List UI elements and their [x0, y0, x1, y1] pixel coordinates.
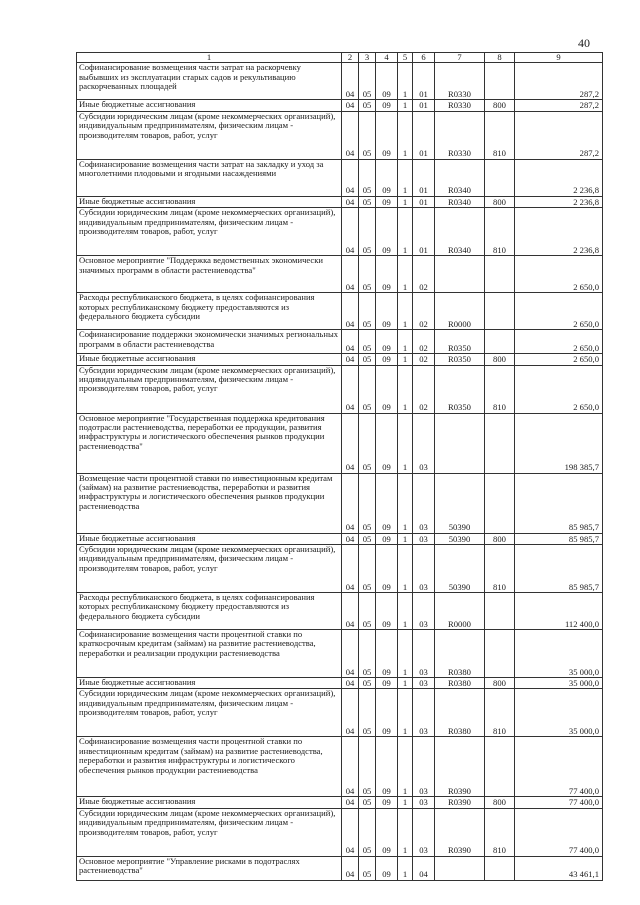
cell-subprogram: 1 [398, 678, 413, 689]
cell-section: 04 [342, 365, 359, 413]
cell-event: 02 [413, 365, 435, 413]
cell-program: 09 [376, 856, 398, 880]
cell-name: Субсидии юридическим лицам (кроме некоммерческих организаций), индивидуальным предпринимателям, физическим лицам - производителям товаров, работ, услуг [77, 365, 342, 413]
cell-expense-type [485, 856, 515, 880]
cell-section: 04 [342, 473, 359, 533]
cell-amount: 2 650,0 [515, 365, 603, 413]
cell-subprogram: 1 [398, 256, 413, 293]
cell-subsection: 05 [359, 354, 376, 365]
cell-subsection: 05 [359, 256, 376, 293]
cell-program: 09 [376, 808, 398, 856]
cell-subsection: 05 [359, 208, 376, 256]
cell-expense-type: 810 [485, 208, 515, 256]
cell-section: 04 [342, 159, 359, 196]
cell-amount: 85 985,7 [515, 533, 603, 544]
cell-target-code: R0330 [435, 100, 485, 111]
cell-target-code [435, 856, 485, 880]
cell-subprogram: 1 [398, 100, 413, 111]
cell-subsection: 05 [359, 737, 376, 797]
cell-target-code: R0340 [435, 196, 485, 207]
cell-subprogram: 1 [398, 413, 413, 473]
cell-event: 03 [413, 678, 435, 689]
cell-section: 04 [342, 808, 359, 856]
cell-expense-type: 800 [485, 100, 515, 111]
cell-subprogram: 1 [398, 808, 413, 856]
cell-program: 09 [376, 354, 398, 365]
cell-name: Расходы республиканского бюджета, в целях софинансирования которых республиканскому бюджету предоставляются из федерального бюджета субсидии [77, 293, 342, 330]
cell-name: Субсидии юридическим лицам (кроме некоммерческих организаций), индивидуальным предпринимателям, физическим лицам - производителям товаров, работ, услуг [77, 689, 342, 737]
table-row [77, 100, 603, 111]
cell-expense-type: 810 [485, 808, 515, 856]
cell-program: 09 [376, 473, 398, 533]
cell-expense-type [485, 413, 515, 473]
cell-section: 04 [342, 256, 359, 293]
cell-program: 09 [376, 593, 398, 630]
cell-name: Софинансирование возмещения части затрат на раскорчевку выбывших из эксплуатации старых садов и рекультивацию раскорчеванных площадей [77, 63, 342, 100]
cell-subsection: 05 [359, 111, 376, 159]
cell-amount: 85 985,7 [515, 473, 603, 533]
table-row [77, 856, 603, 880]
header-cell: 8 [485, 53, 515, 63]
cell-amount: 35 000,0 [515, 630, 603, 678]
cell-expense-type: 800 [485, 354, 515, 365]
header-cell: 5 [398, 53, 413, 63]
header-row [77, 53, 603, 63]
cell-section: 04 [342, 293, 359, 330]
cell-section: 04 [342, 354, 359, 365]
cell-name: Возмещение части процентной ставки по инвестиционным кредитам (займам) на развитие растениеводства, переработки и развития инфраструктуры и логистического обеспечения рынков продукции растениеводства [77, 473, 342, 533]
cell-program: 09 [376, 111, 398, 159]
header-cell: 6 [413, 53, 435, 63]
table-row [77, 293, 603, 330]
cell-subsection: 05 [359, 630, 376, 678]
cell-target-code: R0390 [435, 737, 485, 797]
cell-amount: 2 650,0 [515, 330, 603, 354]
cell-subsection: 05 [359, 533, 376, 544]
table-row [77, 196, 603, 207]
cell-amount: 77 400,0 [515, 797, 603, 808]
cell-amount: 2 236,8 [515, 196, 603, 207]
cell-program: 09 [376, 365, 398, 413]
cell-expense-type: 810 [485, 689, 515, 737]
header-cell: 7 [435, 53, 485, 63]
cell-subsection: 05 [359, 293, 376, 330]
cell-target-code: R0380 [435, 678, 485, 689]
cell-subprogram: 1 [398, 196, 413, 207]
cell-target-code: 50390 [435, 545, 485, 593]
header-cell: 2 [342, 53, 359, 63]
cell-amount: 2 650,0 [515, 256, 603, 293]
cell-name: Иные бюджетные ассигнования [77, 533, 342, 544]
cell-subprogram: 1 [398, 208, 413, 256]
cell-amount: 2 236,8 [515, 159, 603, 196]
cell-target-code [435, 256, 485, 293]
cell-program: 09 [376, 293, 398, 330]
table-row [77, 159, 603, 196]
cell-event: 03 [413, 630, 435, 678]
cell-expense-type: 800 [485, 678, 515, 689]
cell-subsection: 05 [359, 63, 376, 100]
cell-subprogram: 1 [398, 111, 413, 159]
cell-section: 04 [342, 545, 359, 593]
cell-program: 09 [376, 737, 398, 797]
cell-target-code: 50390 [435, 533, 485, 544]
cell-event: 03 [413, 533, 435, 544]
cell-amount: 35 000,0 [515, 678, 603, 689]
table-row [77, 365, 603, 413]
cell-name: Субсидии юридическим лицам (кроме некоммерческих организаций), индивидуальным предпринимателям, физическим лицам - производителям товаров, работ, услуг [77, 111, 342, 159]
cell-subsection: 05 [359, 365, 376, 413]
cell-subprogram: 1 [398, 473, 413, 533]
cell-target-code: R0000 [435, 293, 485, 330]
cell-subprogram: 1 [398, 856, 413, 880]
cell-expense-type [485, 630, 515, 678]
table-row [77, 330, 603, 354]
table-body [77, 53, 603, 881]
cell-event: 03 [413, 808, 435, 856]
cell-amount: 85 985,7 [515, 545, 603, 593]
table-row [77, 413, 603, 473]
cell-event: 03 [413, 413, 435, 473]
cell-expense-type [485, 256, 515, 293]
cell-expense-type: 810 [485, 545, 515, 593]
cell-name: Иные бюджетные ассигнования [77, 100, 342, 111]
header-cell: 9 [515, 53, 603, 63]
cell-program: 09 [376, 678, 398, 689]
cell-event: 01 [413, 196, 435, 207]
cell-name: Расходы республиканского бюджета, в целях софинансирования которых республиканскому бюджету предоставляются из федерального бюджета субсидии [77, 593, 342, 630]
cell-section: 04 [342, 689, 359, 737]
table-row [77, 533, 603, 544]
cell-target-code: R0340 [435, 208, 485, 256]
cell-section: 04 [342, 111, 359, 159]
cell-subprogram: 1 [398, 354, 413, 365]
cell-program: 09 [376, 100, 398, 111]
cell-program: 09 [376, 63, 398, 100]
cell-name: Иные бюджетные ассигнования [77, 354, 342, 365]
cell-event: 02 [413, 293, 435, 330]
table-row [77, 354, 603, 365]
cell-expense-type [485, 593, 515, 630]
cell-amount: 77 400,0 [515, 808, 603, 856]
table-row [77, 737, 603, 797]
cell-subprogram: 1 [398, 689, 413, 737]
cell-program: 09 [376, 689, 398, 737]
table-row [77, 689, 603, 737]
cell-target-code: R0380 [435, 689, 485, 737]
table-row [77, 473, 603, 533]
cell-subprogram: 1 [398, 365, 413, 413]
cell-subprogram: 1 [398, 533, 413, 544]
cell-target-code: R0380 [435, 630, 485, 678]
cell-target-code: R0390 [435, 808, 485, 856]
cell-event: 02 [413, 330, 435, 354]
table-row [77, 256, 603, 293]
cell-name: Основное мероприятие "Поддержка ведомственных экономически значимых программ в области растениеводства" [77, 256, 342, 293]
cell-name: Субсидии юридическим лицам (кроме некоммерческих организаций), индивидуальным предпринимателям, физическим лицам - производителям товаров, работ, услуг [77, 208, 342, 256]
cell-section: 04 [342, 630, 359, 678]
cell-program: 09 [376, 413, 398, 473]
cell-event: 01 [413, 159, 435, 196]
cell-subprogram: 1 [398, 630, 413, 678]
cell-subprogram: 1 [398, 159, 413, 196]
header-cell: 3 [359, 53, 376, 63]
cell-program: 09 [376, 797, 398, 808]
cell-name: Иные бюджетные ассигнования [77, 797, 342, 808]
cell-subprogram: 1 [398, 545, 413, 593]
cell-subprogram: 1 [398, 737, 413, 797]
cell-name: Субсидии юридическим лицам (кроме некоммерческих организаций), индивидуальным предпринимателям, физическим лицам - производителям товаров, работ, услуг [77, 808, 342, 856]
cell-subsection: 05 [359, 808, 376, 856]
table-row [77, 808, 603, 856]
table-row [77, 545, 603, 593]
cell-amount: 287,2 [515, 111, 603, 159]
cell-event: 03 [413, 545, 435, 593]
table-row [77, 678, 603, 689]
cell-name: Субсидии юридическим лицам (кроме некоммерческих организаций), индивидуальным предпринимателям, физическим лицам - производителям товаров, работ, услуг [77, 545, 342, 593]
cell-name: Софинансирование возмещения части процентной ставки по инвестиционным кредитам (займам) на развитие растениеводства, переработки и развития инфраструктуры и логистического обеспечения рынков продукции растениеводства [77, 737, 342, 797]
cell-subsection: 05 [359, 473, 376, 533]
cell-target-code: R0340 [435, 159, 485, 196]
table-row [77, 797, 603, 808]
cell-name: Основное мероприятие "Государственная поддержка кредитования подотрасли растениеводства, переработки ее продукции, развития инфраструктуры и логистического обеспечения рынков продукции растениеводства" [77, 413, 342, 473]
header-cell: 1 [77, 53, 342, 63]
cell-amount: 287,2 [515, 63, 603, 100]
cell-expense-type [485, 330, 515, 354]
cell-subsection: 05 [359, 689, 376, 737]
cell-target-code: R0000 [435, 593, 485, 630]
cell-event: 01 [413, 63, 435, 100]
cell-subsection: 05 [359, 159, 376, 196]
cell-expense-type [485, 473, 515, 533]
cell-section: 04 [342, 413, 359, 473]
cell-subprogram: 1 [398, 797, 413, 808]
cell-expense-type: 800 [485, 797, 515, 808]
table-row [77, 63, 603, 100]
cell-program: 09 [376, 330, 398, 354]
page-number: 40 [578, 36, 590, 50]
cell-name: Софинансирование возмещения части затрат на закладку и уход за многолетними плодовыми и ягодными насаждениями [77, 159, 342, 196]
cell-event: 01 [413, 111, 435, 159]
cell-section: 04 [342, 797, 359, 808]
cell-program: 09 [376, 545, 398, 593]
cell-section: 04 [342, 196, 359, 207]
cell-section: 04 [342, 63, 359, 100]
cell-subsection: 05 [359, 330, 376, 354]
cell-section: 04 [342, 533, 359, 544]
table-row [77, 111, 603, 159]
cell-section: 04 [342, 330, 359, 354]
cell-event: 01 [413, 100, 435, 111]
cell-section: 04 [342, 593, 359, 630]
cell-target-code: R0350 [435, 365, 485, 413]
cell-program: 09 [376, 630, 398, 678]
cell-event: 03 [413, 593, 435, 630]
cell-subsection: 05 [359, 413, 376, 473]
cell-section: 04 [342, 856, 359, 880]
cell-event: 03 [413, 797, 435, 808]
cell-expense-type: 810 [485, 111, 515, 159]
cell-amount: 43 461,1 [515, 856, 603, 880]
cell-target-code: R0330 [435, 111, 485, 159]
cell-program: 09 [376, 533, 398, 544]
cell-event: 01 [413, 208, 435, 256]
table-row [77, 593, 603, 630]
table-row [77, 208, 603, 256]
cell-event: 02 [413, 256, 435, 293]
cell-event: 03 [413, 689, 435, 737]
cell-subsection: 05 [359, 593, 376, 630]
cell-subsection: 05 [359, 100, 376, 111]
cell-expense-type [485, 737, 515, 797]
cell-name: Софинансирование поддержки экономически значимых региональных программ в области растениеводства [77, 330, 342, 354]
cell-expense-type: 800 [485, 533, 515, 544]
cell-amount: 2 236,8 [515, 208, 603, 256]
cell-program: 09 [376, 208, 398, 256]
cell-subprogram: 1 [398, 293, 413, 330]
cell-amount: 2 650,0 [515, 293, 603, 330]
cell-section: 04 [342, 737, 359, 797]
budget-table [76, 52, 603, 881]
cell-program: 09 [376, 256, 398, 293]
cell-event: 04 [413, 856, 435, 880]
cell-event: 03 [413, 737, 435, 797]
cell-target-code: R0390 [435, 797, 485, 808]
cell-amount: 77 400,0 [515, 737, 603, 797]
cell-expense-type: 800 [485, 196, 515, 207]
cell-expense-type [485, 159, 515, 196]
cell-name: Иные бюджетные ассигнования [77, 196, 342, 207]
cell-subprogram: 1 [398, 330, 413, 354]
cell-subprogram: 1 [398, 593, 413, 630]
cell-amount: 2 650,0 [515, 354, 603, 365]
cell-section: 04 [342, 208, 359, 256]
cell-amount: 112 400,0 [515, 593, 603, 630]
cell-name: Основное мероприятие "Управление рисками в подотраслях растениеводства" [77, 856, 342, 880]
cell-event: 03 [413, 473, 435, 533]
cell-target-code: R0350 [435, 354, 485, 365]
cell-subprogram: 1 [398, 63, 413, 100]
cell-section: 04 [342, 678, 359, 689]
cell-event: 02 [413, 354, 435, 365]
cell-target-code: R0350 [435, 330, 485, 354]
cell-target-code [435, 413, 485, 473]
cell-subsection: 05 [359, 856, 376, 880]
cell-subsection: 05 [359, 797, 376, 808]
cell-amount: 35 000,0 [515, 689, 603, 737]
cell-name: Софинансирование возмещения части процентной ставки по краткосрочным кредитам (займам) на развитие растениеводства, переработки и реализации продукции растениеводства [77, 630, 342, 678]
cell-expense-type [485, 293, 515, 330]
cell-expense-type: 810 [485, 365, 515, 413]
cell-program: 09 [376, 159, 398, 196]
cell-target-code: R0330 [435, 63, 485, 100]
cell-subsection: 05 [359, 678, 376, 689]
cell-name: Иные бюджетные ассигнования [77, 678, 342, 689]
cell-program: 09 [376, 196, 398, 207]
cell-amount: 198 385,7 [515, 413, 603, 473]
cell-subsection: 05 [359, 545, 376, 593]
cell-amount: 287,2 [515, 100, 603, 111]
cell-section: 04 [342, 100, 359, 111]
cell-expense-type [485, 63, 515, 100]
cell-target-code: 50390 [435, 473, 485, 533]
cell-subsection: 05 [359, 196, 376, 207]
table-row [77, 630, 603, 678]
header-cell: 4 [376, 53, 398, 63]
